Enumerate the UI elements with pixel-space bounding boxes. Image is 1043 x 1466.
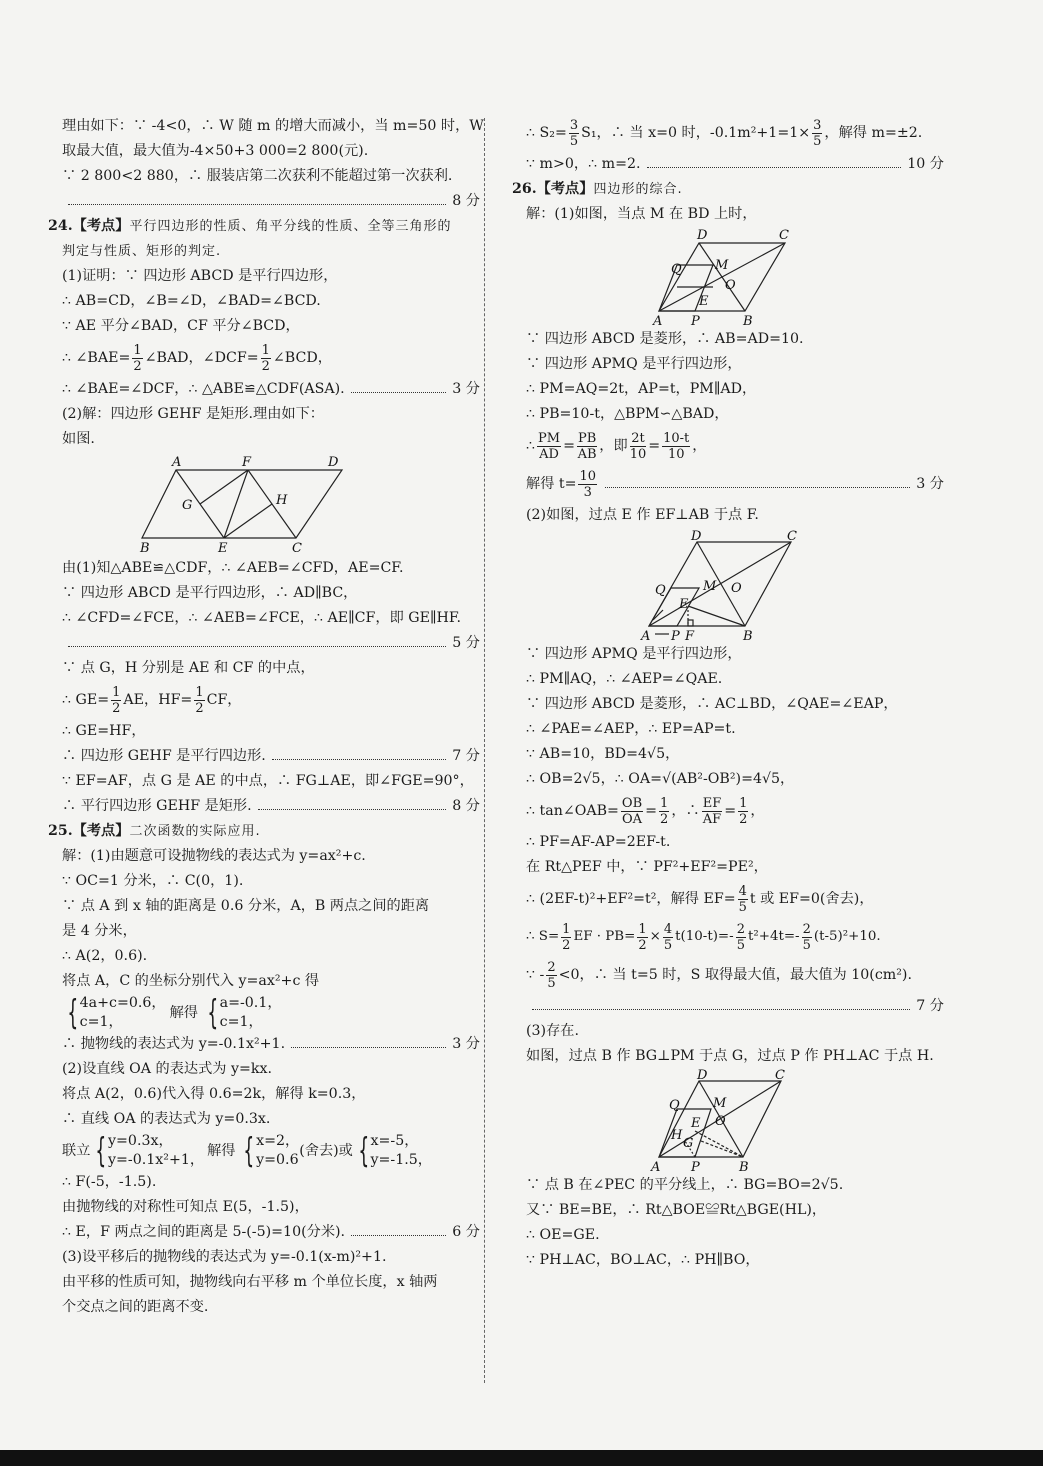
fig-label: B [743, 314, 753, 329]
text-line: ∴ S= $\frac{1}{2}$ EF · PB= $\frac{1}{2}$ × $\frac{4}{5}$ t(10-t)=- 2 5 t²+4t=- 2 5 (t-5)²+10. [526, 921, 881, 953]
fig-label: Q [669, 1098, 680, 1113]
text-line: ∵ OC=1 分米，∴ C(0，1). [62, 873, 244, 889]
fig-label: M [703, 579, 717, 594]
fig-label: M [715, 258, 729, 273]
right-column [512, 114, 944, 1273]
text-line: ∵ 点 A 到 x 轴的距离是 0.6 分米，A，B 两点之间的距离 [62, 898, 430, 914]
text-line: ∴ 四边形 GEHF 是平行四边形. 7 分 [62, 748, 480, 764]
fig-label: E [218, 541, 228, 556]
text-line: ∴ PM=AQ=2t，AP=t，PM∥AD， [526, 381, 757, 397]
text-line: (2)设直线 OA 的表达式为 y=kx. [62, 1061, 273, 1077]
fig-label: C [779, 228, 789, 243]
fig-label: B [743, 629, 753, 644]
fig-label: O [731, 581, 742, 596]
text-line: ∵ 四边形 ABCD 是菱形，∴ AB=AD=10. [526, 331, 804, 347]
text-line: ∴ PM∥AQ，∴ ∠AEP=∠QAE. [526, 671, 723, 687]
page-bottom-edge [0, 1450, 1043, 1466]
text-line: 解：(1)由题意可设抛物线的表达式为 y=ax²+c. [62, 848, 366, 864]
text-line: 又∵ BE=BE，∴ Rt△BOE≌Rt△BGE(HL)， [526, 1202, 827, 1218]
fig-label: Q [655, 583, 666, 598]
score-line: 7 分 [512, 994, 944, 1019]
fig-label: C [787, 529, 797, 544]
fig-label: E [691, 1116, 701, 1131]
text-line: ∴ ∠BAE= $\frac{1}{2}$ ∠BAD，∠DCF= $\frac{1}{2}$ ∠BCD， [62, 342, 332, 374]
fig-label: E [679, 597, 689, 612]
text-line: ∴ ∠CFD=∠FCE，∴ ∠AEB=∠FCE，∴ AE∥CF，即 GE∥HF. [62, 610, 462, 626]
text-line: 将点 A，C 的坐标分别代入 y=ax²+c 得 [62, 973, 320, 989]
fig-label: O [725, 278, 736, 293]
fig-label: A [651, 1160, 661, 1175]
fig-label: H [276, 493, 288, 508]
text-line: ∴ OB=2√5，∴ OA=√(AB²-OB²)=4√5， [526, 771, 795, 787]
text-line: (2)如图，过点 E 作 EF⊥AB 于点 F. [526, 507, 759, 523]
q25-header: 25.【考点】 二次函数的实际应用. [48, 823, 261, 839]
text-line: 个交点之间的距离不变. [62, 1299, 209, 1315]
fig-label: P [691, 1160, 700, 1175]
fig-label: G [182, 498, 193, 513]
text-line: ∵ 点 G，H 分别是 AE 和 CF 的中点， [62, 660, 315, 676]
text-line: ∴ 抛物线的表达式为 y=-0.1x²+1. 3 分 [62, 1036, 480, 1052]
fig-label: F [242, 455, 252, 470]
text-line: 解得 t= $\frac{10}{3}$ 3 分 [526, 468, 944, 500]
text-line: ∴ GE= $\frac{1}{2}$ AE，HF= $\frac{1}{2}$ CF， [62, 684, 242, 716]
q24-header-cont: 判定与性质、矩形的判定. [62, 244, 222, 259]
text-line: (1)证明：∵ 四边形 ABCD 是平行四边形， [62, 268, 338, 284]
fig-label: B [140, 541, 150, 556]
text-line: ∴ OE=GE. [526, 1227, 600, 1243]
fig-label: F [685, 629, 695, 644]
text-line: ∵ PH⊥AC，BO⊥AC，∴ PH∥BO， [526, 1252, 760, 1268]
left-column [48, 114, 484, 1320]
text-line: 将点 A(2，0.6)代入得 0.6=2k，解得 k=0.3， [62, 1086, 366, 1102]
fig-label: G [683, 1136, 694, 1151]
text-line: 解：(1)如图，当点 M 在 BD 上时， [526, 206, 757, 222]
text-line: ∴ $\frac{PM}{AD}$ = $\frac{PB}{AB}$ ，即 $\frac{2t}{10}$ = $\frac{10-t}{10}$ ， [526, 430, 707, 462]
fig-label: M [713, 1096, 727, 1111]
text-line: 在 Rt△PEF 中，∵ PF²+EF²=PE²， [526, 859, 768, 875]
q24-header: 24.【考点】 平行四边形的性质、角平分线的性质、全等三角形的 [48, 218, 452, 234]
equation-system-line: { 4a+c=0.6， c=1， 解得 { a=-0.1， c=1， [67, 993, 282, 1033]
text-line: ∴ ∠BAE=∠DCF，∴ △ABE≌△CDF(ASA). 3 分 [62, 381, 480, 397]
fig-label: A [172, 455, 182, 470]
text-line: ∵ 四边形 ABCD 是菱形，∴ AC⊥BD，∠QAE=∠EAP， [526, 696, 898, 712]
fig-label: A [653, 314, 663, 329]
column-divider [484, 118, 485, 1383]
text-line: 取最大值，最大值为-4×50+3 000=2 800(元). [62, 143, 369, 159]
fig-label: B [739, 1160, 749, 1175]
text-line: ∵ m>0，∴ m=2. 10 分 [526, 156, 944, 172]
fig-label: D [328, 455, 339, 470]
text-line: ∵ 2 800<2 880，∴ 服装店第二次获利不能超过第一次获利. [62, 168, 453, 184]
text-line: ∴ PF=AF-AP=2EF-t. [526, 834, 671, 850]
text-line: ∴ 平行四边形 GEHF 是矩形. 8 分 [62, 798, 480, 814]
fig-label: D [697, 1068, 708, 1083]
text-line: 如图，过点 B 作 BG⊥PM 于点 G，过点 P 作 PH⊥AC 于点 H. [526, 1048, 934, 1064]
fig-label: P [671, 629, 680, 644]
text-line: 是 4 分米， [62, 923, 137, 939]
text-line: 由平移的性质可知，抛物线向右平移 m 个单位长度，x 轴两 [62, 1274, 438, 1290]
text-line: 由(1)知△ABE≌△CDF，∴ ∠AEB=∠CFD，AE=CF. [62, 560, 404, 576]
fig-label: D [691, 529, 702, 544]
text-line: (2)解：四边形 GEHF 是矩形.理由如下： [62, 406, 324, 422]
text-line: (3)设平移后的抛物线的表达式为 y=-0.1(x-m)²+1. [62, 1249, 387, 1265]
text-line: ∵ 四边形 ABCD 是平行四边形，∴ AD∥BC， [62, 585, 358, 601]
q26-header: 26.【考点】 四边形的综合. [512, 181, 683, 197]
fig-label: E [699, 294, 709, 309]
q26-figure-3 [651, 1068, 791, 1175]
q26-figure-1 [651, 228, 791, 329]
text-line: ∴ GE=HF， [62, 723, 146, 739]
fig-label: D [697, 228, 708, 243]
text-line: ∴ (2EF-t)²+EF²=t²，解得 EF= $\frac{4}{5}$ t 或 EF=0(舍去)， [526, 883, 874, 915]
text-line: ∴ ∠PAE=∠AEP，∴ EP=AP=t. [526, 721, 736, 737]
text-line: ∵ - 2 5 <0，∴ 当 t=5 时，S 取得最大值，最大值为 10(cm²). [526, 959, 912, 991]
fig-label: O [715, 1114, 726, 1129]
text-line: ∵ 四边形 APMQ 是平行四边形， [526, 646, 742, 662]
text-line: ∵ AB=10，BD=4√5， [526, 746, 680, 762]
text-line: ∴ A(2，0.6). [62, 948, 148, 964]
q26-figure-2 [641, 529, 801, 644]
text-line: 由抛物线的对称性可知点 E(5，-1.5)， [62, 1199, 309, 1215]
fig-label: H [671, 1128, 683, 1143]
fig-label: Q [671, 262, 682, 277]
text-line: (3)存在. [526, 1023, 579, 1039]
text-line: ∵ EF=AF，点 G 是 AE 的中点，∴ FG⊥AE，即∠FGE=90°， [62, 773, 474, 789]
fig-label: C [775, 1068, 785, 1083]
text-line: ∵ 四边形 APMQ 是平行四边形， [526, 356, 742, 372]
q24-figure [142, 454, 372, 554]
text-line: ∴ PB=10-t，△BPM∽△BAD， [526, 406, 729, 422]
fig-label: A [641, 629, 651, 644]
text-line: ∴ F(-5，-1.5). [62, 1174, 157, 1190]
fig-label: C [292, 541, 302, 556]
text-line: ∴ AB=CD，∠B=∠D，∠BAD=∠BCD. [62, 293, 321, 309]
text-line: 理由如下：∵ -4<0，∴ W 随 m 的增大而减小，当 m=50 时，W [62, 118, 484, 134]
equation-system-line: 联立 { y=0.3x， y=-0.1x²+1， 解得 { x=2， y=0.6 (舍去)或 { x=-5， y=-1.5， [62, 1131, 432, 1171]
text-line: 如图. [62, 431, 95, 447]
text-line: ∴ 直线 OA 的表达式为 y=0.3x. [62, 1111, 271, 1127]
text-line: ∴ tan∠OAB= $\frac{OB}{OA}$ = $\frac{1}{2}$ ，∴ $\frac{EF}{AF}$ = $\frac{1}{2}$ ， [526, 795, 765, 827]
text-line: ∵ AE 平分∠BAD，CF 平分∠BCD， [62, 318, 300, 334]
score-line: 8 分 [48, 189, 480, 214]
text-line: ∴ S₂= $\frac{3}{5}$ S₁，∴ 当 x=0 时，-0.1m²+1=1× $\frac{3}{5}$ ，解得 m=±2. [526, 117, 923, 149]
fig-label: P [691, 314, 700, 329]
text-line: ∵ 点 B 在∠PEC 的平分线上，∴ BG=BO=2√5. [526, 1177, 844, 1193]
text-line: ∴ E，F 两点之间的距离是 5-(-5)=10(分米). 6 分 [62, 1224, 480, 1240]
score-line: 5 分 [48, 631, 480, 656]
